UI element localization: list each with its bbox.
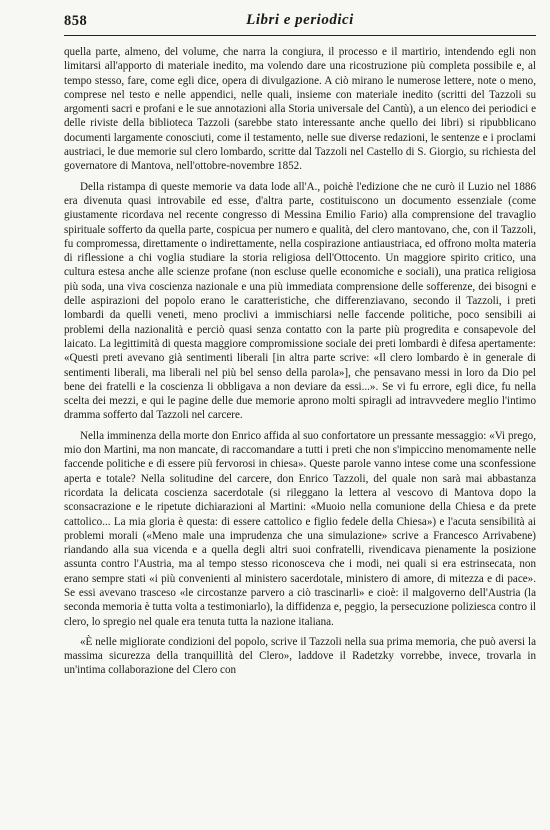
paragraph: Della ristampa di queste memorie va data lode all'A., poichè l'edizione che ne curò il Luzio nel 1886 era divenuta quasi introvabile ed esse, d'altra parte, costituiscono un documento essenziale (come giustamente ricordava nel recente congresso di Messina Emilio Fario) alla comprensione del travaglio spirituale sofferto da quella parte, cospicua per numero e qualità, del clero mantovano, che, con il Tazzoli, fu compromessa, direttamente o indirettamente, nella cospirazione antiaustriaca, ed offrono molta materia di riflessione a chi voglia studiare la storia religiosa dell'Ottocento. Un maggiore spirito critico, una cultura estesa anche alle scienze profane (non escluse quelle economiche e sociali), una pratica religiosa più soda, una viva coscienza nazionale e una più immediata comprensione delle sofferenze, dei bisogni e delle aspirazioni del popolo erano le caratteristiche, che differenziavano, secondo il Tazzoli, i preti lombardi da quelli veneti, meno proclivi a immischiarsi nelle faccende politiche, poco sensibili ai problemi della nazionalità e perciò quasi senza contatto con la parte più progredita e consapevole del laicato. La legittimità di questa maggiore compromissione sociale dei preti lombardi è difesa apertamente: «Questi preti avevano già sentimenti liberali [in altra parte scrive: «Il clero lombardo è in generale di sentimenti liberali, ma liberali nel più bel senso della parola»], che pensavano messi in loro da Dio pel bene dei fratelli e la coscienza li obbligava a non deviare da essi...». Se vi fu errore, egli dice, fu nella scelta dei mezzi, e qui le pagine delle due memorie aprono molti spiragli ad intravvedere meglio l'intimo dramma sofferto dal Tazzoli nel carcere. [64, 180, 536, 422]
paragraph: Nella imminenza della morte don Enrico affida al suo confortatore un pressante messaggio: «Vi prego, mio don Martini, ma non mancate, di raccomandare a tutti i preti che non s'impiccino menomamente nelle faccende politiche e di essere più fervorosi in chiesa». Queste parole vanno intese come una sconfessione aperta e totale? Nella solitudine del carcere, don Enrico Tazzoli, del quale non sarà mai abbastanza ricordata la delicata coscienza sacerdotale (si rileggano la lettera al vescovo di Mantova dopo la sconsacrazione e le ripetute dichiarazioni al Martini: «Muoio nella comunione della Chiesa e da prete cattolico... La mia gloria è questa: di essere cattolico e figlio fedele della Chiesa») e l'acuta sensibilità ai problemi morali («Meno male una imprudenza che una simulazione» scrive a Francesco Arrivabene) riandando alla sua vicenda e a quella degli altri suoi confratelli, rivendicava pienamente la posizione assunta contro l'Austria, ma al tempo stesso riconosceva che i modi, nei quali si era estrinsecata, non erano sempre stati «i più convenienti al ministero sacerdotale, ministero di amore, di mitezza e di pace». Se essi avevano trasceso «le circostanze parvero a ciò trascinarli» e cioè: il malgoverno dell'Austria (la seconda memoria è tutta volta a testimoniarlo), la diffidenza e, peggio, la persecuzione poliziesca contro il clero, lo spregio nel quale era tenuta tutta la nazione italiana. [64, 429, 536, 628]
page-body [64, 45, 536, 684]
paragraph: «È nelle migliorate condizioni del popolo, scrive il Tazzoli nella sua prima memoria, che può aversi la massima sicurezza della tranquillità del Clero», laddove il Radetzky vorrebbe, invece, trovarla in un'intima collaborazione del Clero con [64, 635, 536, 677]
page-header [64, 9, 536, 36]
page-number: 858 [64, 13, 88, 29]
running-title: Libri e periodici [246, 12, 354, 28]
paragraph: quella parte, almeno, del volume, che narra la congiura, il processo e il martirio, intendendo egli non limitarsi all'apporto di materiale inedito, ma volendo dare una ricostruzione più completa possibile e, al tempo stesso, fare, come egli dice, opera di divulgazione. A ciò mirano le numerose lettere, note o meno, comprese nel testo e nelle appendici, nelle quali, insieme con materiale inedito (scritti del Tazzoli su argomenti sacri e profani e le sue annotazioni alla Storia universale del Cantù), a un elenco dei periodici e delle riviste della biblioteca Tazzoli (sarebbe stato interessante anche quello dei libri) si ripubblicano documenti largamente conosciuti, come il testamento, nelle sue diverse redazioni, le sentenze e i proclami austriaci, le due memorie sul clero lombardo, scritte dal Tazzoli nel Castello di S. Giorgio, su richiesta del governatore di Mantova, nell'ottobre-novembre 1852. [64, 46, 536, 173]
